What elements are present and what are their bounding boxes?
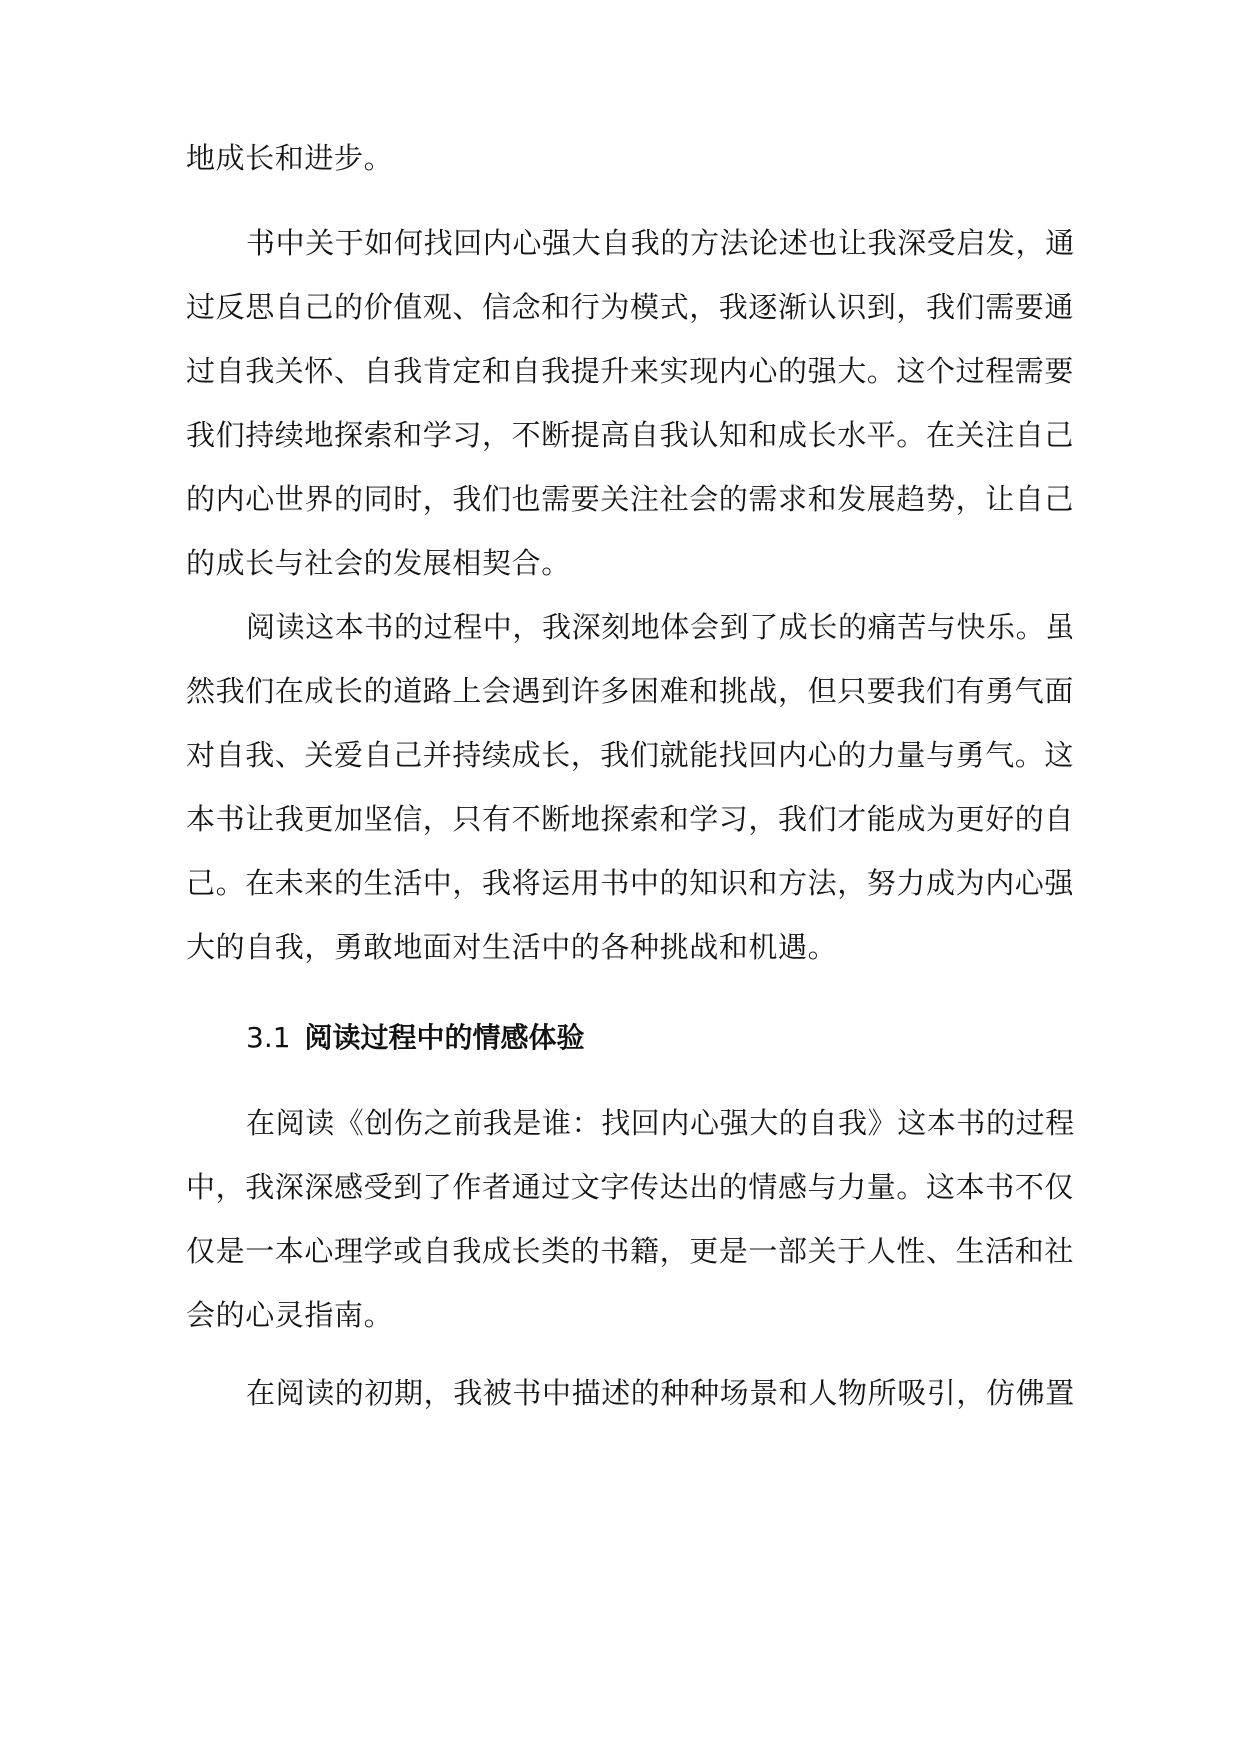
section-heading — [246, 1018, 585, 1058]
text-line: 中，我深深感受到了作者通过文字传达出的情感与力量。这本书不仅 — [186, 1170, 1075, 1204]
section-number: 3.1 — [246, 1021, 291, 1054]
text-line: 本书让我更加坚信，只有不断地探索和学习，我们才能成为更好的自 — [186, 802, 1075, 836]
text-line: 的成长与社会的发展相契合。 — [186, 546, 571, 580]
text-line: 会的心灵指南。 — [186, 1298, 394, 1332]
text-line: 在阅读《创伤之前我是谁：找回内心强大的自我》这本书的过程 — [246, 1106, 1075, 1140]
section-title: 阅读过程中的情感体验 — [304, 1021, 585, 1054]
text-line: 仅是一本心理学或自我成长类的书籍，更是一部关于人性、生活和社 — [186, 1234, 1075, 1268]
text-line: 地成长和进步。 — [186, 141, 394, 175]
text-line: 阅读这本书的过程中，我深刻地体会到了成长的痛苦与快乐。虽 — [246, 610, 1075, 644]
text-line: 对自我、关爱自己并持续成长，我们就能找回内心的力量与勇气。这 — [186, 738, 1075, 772]
text-line: 己。在未来的生活中，我将运用书中的知识和方法，努力成为内心强 — [186, 866, 1075, 900]
text-line: 书中关于如何找回内心强大自我的方法论述也让我深受启发，通 — [246, 226, 1075, 260]
text-line: 在阅读的初期，我被书中描述的种种场景和人物所吸引，仿佛置 — [246, 1376, 1075, 1410]
text-line: 过自我关怀、自我肯定和自我提升来实现内心的强大。这个过程需要 — [186, 354, 1075, 388]
text-line: 大的自我，勇敢地面对生活中的各种挑战和机遇。 — [186, 930, 838, 964]
text-line: 我们持续地探索和学习，不断提高自我认知和成长水平。在关注自己 — [186, 418, 1075, 452]
text-line: 过反思自己的价值观、信念和行为模式，我逐渐认识到，我们需要通 — [186, 290, 1075, 324]
text-line: 的内心世界的同时，我们也需要关注社会的需求和发展趋势，让自己 — [186, 482, 1075, 516]
text-line: 然我们在成长的道路上会遇到许多困难和挑战，但只要我们有勇气面 — [186, 674, 1075, 708]
